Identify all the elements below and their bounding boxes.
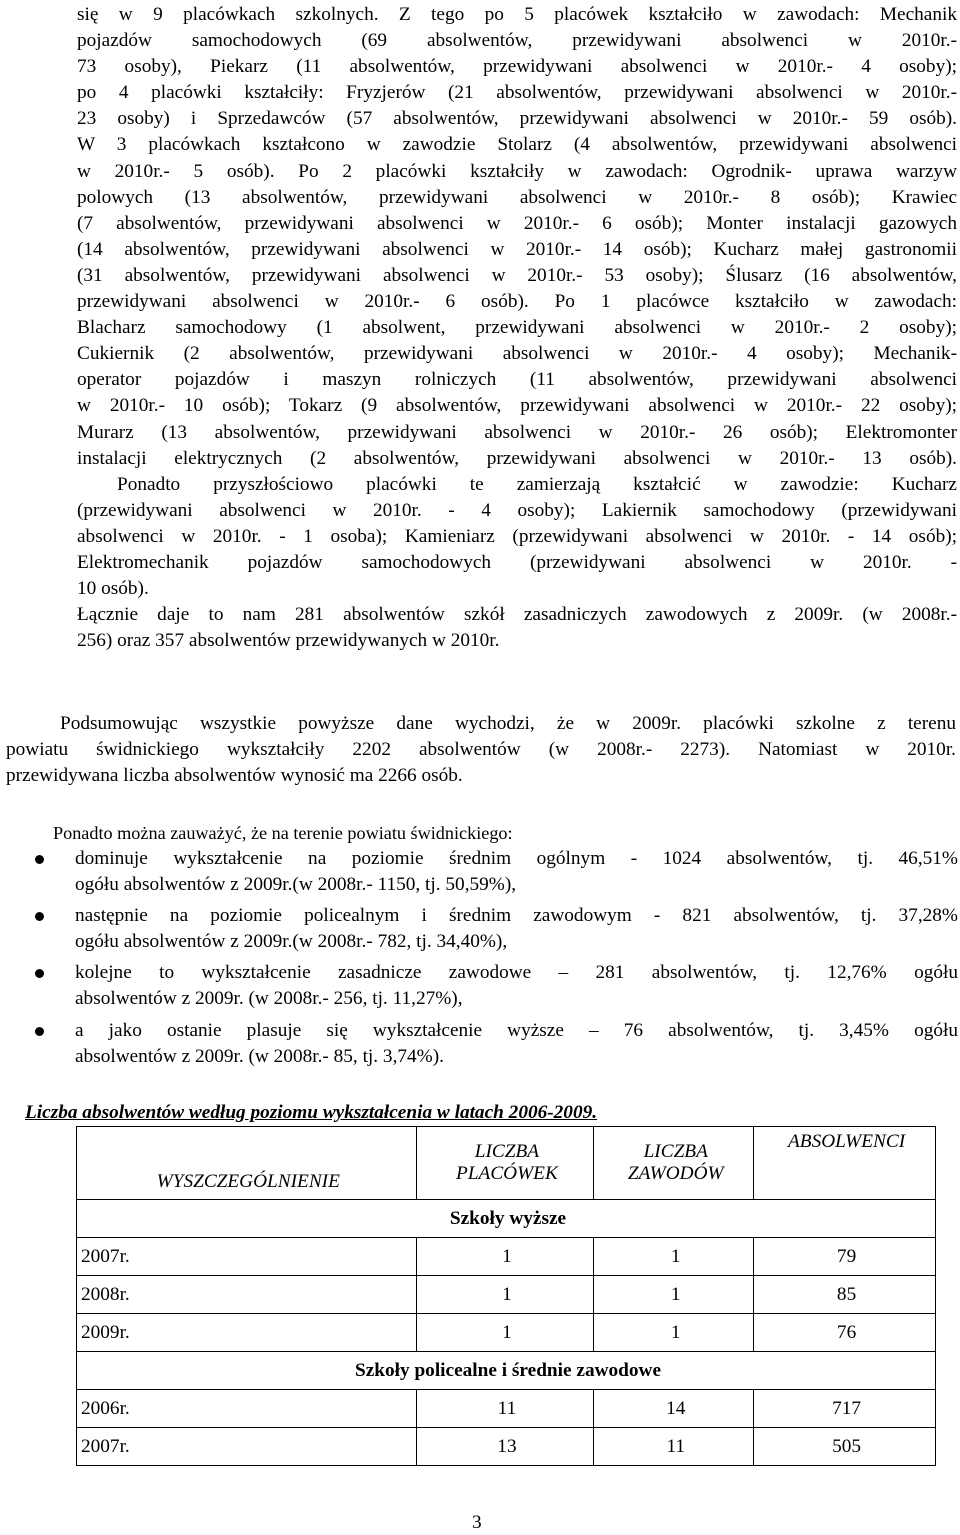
- text-line: następnie na poziomie policealnym i średnim zawodowym - 821 absolwentów, tj. 37,28%: [75, 905, 958, 927]
- table-cell: 2006r.: [77, 1390, 417, 1428]
- section-title: Szkoły policealne i średnie zawodowe: [77, 1352, 936, 1390]
- table-row: [77, 1238, 936, 1276]
- header-text: ZAWODÓW: [627, 1163, 724, 1184]
- text-line: kolejne to wykształcenie zasadnicze zawodowe – 281 absolwentów, tj. 12,76% ogółu: [75, 962, 958, 984]
- header-text: LICZBA: [474, 1141, 540, 1162]
- table-cell: 1: [416, 1314, 594, 1352]
- table-section-row: [77, 1352, 936, 1390]
- text-line: się w 9 placówkach szkolnych. Z tego po 5 placówek kształciło w zawodach: Mechanik: [77, 4, 957, 25]
- table-cell: 1: [416, 1276, 594, 1314]
- text-line: przewidywani absolwenci w 2010r.- 6 osób). Po 1 placówce kształciło w zawodach:: [77, 291, 957, 313]
- text-line: powiatu świdnickiego wykształciły 2202 absolwentów (w 2008r.- 2273). Natomiast w 2010r.: [6, 739, 956, 761]
- table-header-row: [77, 1127, 936, 1200]
- bullet-icon: [35, 855, 44, 864]
- table-cell: 11: [594, 1428, 754, 1466]
- text-line: operator pojazdów i maszyn rolniczych (11 absolwentów, przewidywani absolwenci: [77, 369, 957, 391]
- text-line: Murarz (13 absolwentów, przewidywani absolwenci w 2010r.- 26 osób); Elektromonter: [77, 421, 957, 443]
- paragraph-summary: [6, 711, 956, 789]
- header-text: PLACÓWEK: [456, 1163, 558, 1184]
- table-cell: 13: [416, 1428, 594, 1466]
- text-line: po 4 placówki kształciły: Fryzjerów (21 absolwentów, przewidywani absolwenci w 2010r.-: [77, 82, 957, 104]
- table-row: [77, 1276, 936, 1314]
- text-line: (31 absolwentów, przewidywani absolwenci w 2010r.- 53 osoby); Ślusarz (16 absolwentów,: [77, 264, 957, 286]
- list-item: [30, 1018, 958, 1070]
- table-cell: 2009r.: [77, 1314, 417, 1352]
- table-row: [77, 1390, 936, 1428]
- table-cell: 1: [416, 1238, 594, 1276]
- text-line: pojazdów samochodowych (69 absolwentów, przewidywani absolwenci w 2010r.-: [77, 30, 957, 52]
- bullets-intro: Ponadto można zauważyć, że na terenie powiatu świdnickiego:: [53, 823, 513, 843]
- text-line: 10 osób).: [77, 578, 149, 600]
- text-line: Ponadto przyszłościowo placówki te zamierzają kształcić w zawodzie: Kucharz: [117, 473, 957, 495]
- list-item: [30, 846, 958, 898]
- header-institutions: [416, 1127, 594, 1200]
- bullet-icon: [35, 912, 44, 921]
- header-text: LICZBA: [643, 1141, 708, 1162]
- text-line: 73 osoby), Piekarz (11 absolwentów, przewidywani absolwenci w 2010r.- 4 osoby);: [77, 56, 957, 78]
- text-line: Łącznie daje to nam 281 absolwentów szkół zasadniczych zawodowych z 2009r. (w 2008r.-: [77, 604, 957, 626]
- header-description: WYSZCZEGÓLNIENIE: [77, 1127, 417, 1200]
- text-line: ogółu absolwentów z 2009r.(w 2008r.- 782, tj. 34,40%),: [75, 931, 508, 953]
- text-line: (14 absolwentów, przewidywani absolwenci w 2010r.- 14 osób); Kucharz małej gastronomii: [77, 238, 957, 260]
- table-cell: 85: [754, 1276, 936, 1314]
- text-line: Blacharz samochodowy (1 absolwent, przewidywani absolwenci w 2010r.- 2 osoby);: [77, 317, 957, 339]
- text-line: absolwentów z 2009r. (w 2008r.- 85, tj. 3,74%).: [75, 1045, 444, 1067]
- table-section-row: [77, 1200, 936, 1238]
- table-cell: 14: [594, 1390, 754, 1428]
- bullet-icon: [35, 1027, 44, 1036]
- table-cell: 79: [754, 1238, 936, 1276]
- header-graduates: ABSOLWENCI: [754, 1127, 936, 1200]
- table-cell: 2007r.: [77, 1238, 417, 1276]
- table-cell: 2008r.: [77, 1276, 417, 1314]
- paragraph-vocational-schools: [77, 2, 957, 654]
- table-cell: 76: [754, 1314, 936, 1352]
- text-line: a jako ostanie plasuje się wykształcenie wyższe – 76 absolwentów, tj. 3,45% ogółu: [75, 1019, 958, 1041]
- list-item: [30, 960, 958, 1012]
- table-cell: 2007r.: [77, 1428, 417, 1466]
- text-line: Podsumowując wszystkie powyższe dane wychodzi, że w 2009r. placówki szkolne z terenu: [60, 713, 956, 734]
- bullet-icon: [35, 969, 44, 978]
- text-line: (przewidywani absolwenci w 2010r. - 4 osoby); Lakiernik samochodowy (przewidywani: [77, 499, 957, 521]
- table-caption: Liczba absolwentów według poziomu wykształcenia w latach 2006-2009.: [25, 1102, 598, 1123]
- bullet-list: [30, 846, 958, 1075]
- text-line: absolwentów z 2009r. (w 2008r.- 256, tj. 11,27%),: [75, 988, 463, 1010]
- table-cell: 505: [754, 1428, 936, 1466]
- text-line: Elektromechanik pojazdów samochodowych (przewidywani absolwenci w 2010r. -: [77, 551, 957, 573]
- text-line: przewidywana liczba absolwentów wynosić ma 2266 osób.: [6, 765, 463, 787]
- text-line: 256) oraz 357 absolwentów przewidywanych w 2010r.: [77, 630, 500, 652]
- section-title: Szkoły wyższe: [77, 1200, 936, 1238]
- text-line: w 2010r.- 5 osób). Po 2 placówki kształciły w zawodach: Ogrodnik- uprawa warzyw: [77, 160, 957, 182]
- table-cell: 11: [416, 1390, 594, 1428]
- text-line: W 3 placówkach kształcono w zawodzie Stolarz (4 absolwentów, przewidywani absolwenci: [77, 134, 957, 156]
- list-item: [30, 903, 958, 955]
- page-number: 3: [472, 1512, 482, 1533]
- text-line: Cukiernik (2 absolwentów, przewidywani absolwenci w 2010r.- 4 osoby); Mechanik-: [77, 343, 957, 365]
- header-professions: [594, 1127, 754, 1200]
- text-line: dominuje wykształcenie na poziomie średnim ogólnym - 1024 absolwentów, tj. 46,51%: [75, 848, 958, 869]
- text-line: polowych (13 absolwentów, przewidywani absolwenci w 2010r.- 8 osób); Krawiec: [77, 186, 957, 208]
- text-line: 23 osoby) i Sprzedawców (57 absolwentów, przewidywani absolwenci w 2010r.- 59 osób).: [77, 108, 957, 130]
- text-line: ogółu absolwentów z 2009r.(w 2008r.- 1150, tj. 50,59%),: [75, 874, 517, 896]
- table-cell: 1: [594, 1238, 754, 1276]
- table-cell: 1: [594, 1314, 754, 1352]
- graduates-table: [76, 1126, 936, 1466]
- text-line: instalacji elektrycznych (2 absolwentów, przewidywani absolwenci w 2010r.- 13 osób).: [77, 447, 957, 469]
- table-cell: 717: [754, 1390, 936, 1428]
- text-line: w 2010r.- 10 osób); Tokarz (9 absolwentów, przewidywani absolwenci w 2010r.- 22 osoby);: [77, 395, 957, 417]
- text-line: absolwenci w 2010r. - 1 osoba); Kamieniarz (przewidywani absolwenci w 2010r. - 14 osób);: [77, 525, 957, 547]
- table-cell: 1: [594, 1276, 754, 1314]
- table-row: [77, 1428, 936, 1466]
- text-line: (7 absolwentów, przewidywani absolwenci w 2010r.- 6 osób); Monter instalacji gazowych: [77, 212, 957, 234]
- table-row: [77, 1314, 936, 1352]
